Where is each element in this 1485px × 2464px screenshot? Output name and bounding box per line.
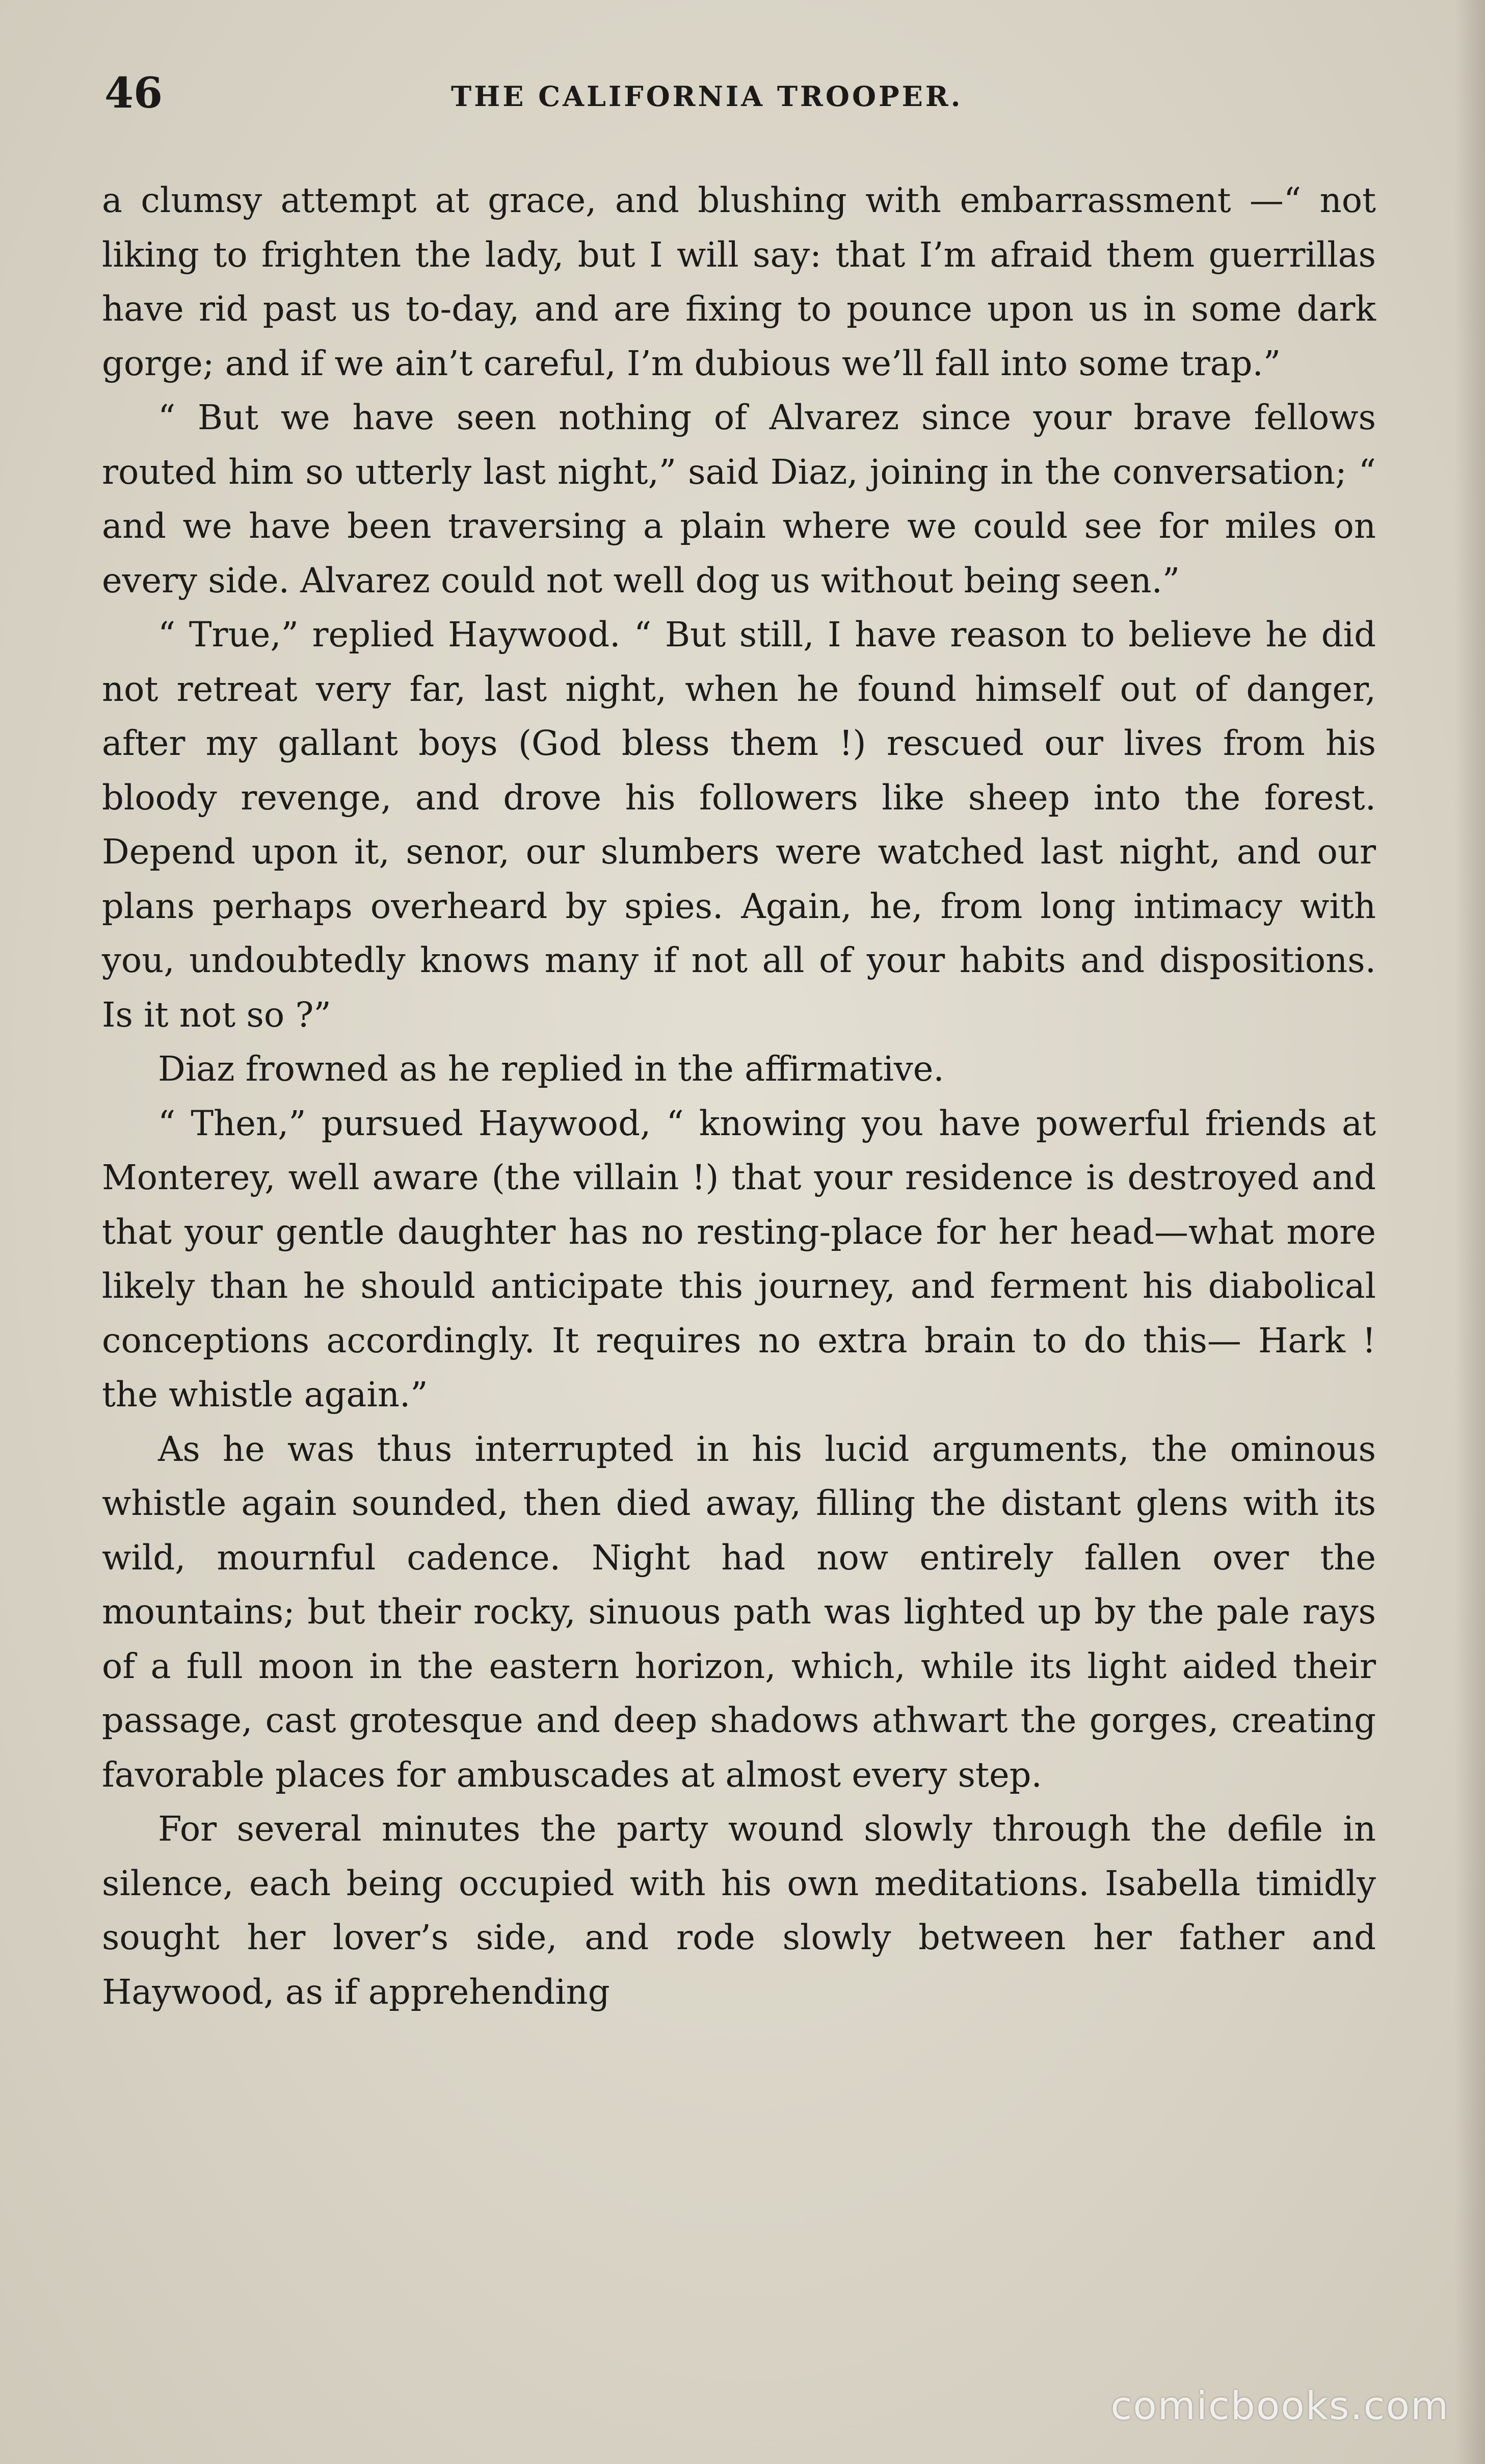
- paragraph: a clumsy attempt at grace, and blushing with embarrassment —“ not liking to frighten the lady, but I will say: that I’m afraid them guerrillas have rid past us to-day, and are fixing to pounce upon us in some dark gorge; and if we ain’t careful, I’m dubious we’ll fall into some trap.”: [102, 180, 1376, 383]
- page-edge-shadow: [1454, 0, 1485, 2464]
- paragraph: As he was thus interrupted in his lucid arguments, the ominous whistle again sounded, then died away, filling the distant glens with its wild, mournful cadence. Night had now entirely fallen over the mountains; but their rocky, sinuous path was lighted up by the pale rays of a full moon in the eastern horizon, which, while its light aided their passage, cast grotesque and deep shadows athwart the gorges, creating favorable places for ambuscades at almost every step.: [102, 1429, 1376, 1795]
- paragraph: “ Then,” pursued Haywood, “ knowing you have powerful friends at Monterey, well aware (the villain !) that your residence is destroyed and that your gentle daughter has no resting-place for her head—what more likely than he should anticipate this journey, and ferment his diabolical conceptions accordingly. It requires no extra brain to do this— Hark ! the whistle again.”: [102, 1103, 1376, 1414]
- running-head: THE CALIFORNIA TROOPER.: [451, 80, 963, 113]
- paragraph: For several minutes the party wound slowly through the defile in silence, each being occupied with his own meditations. Isabella timidly sought her lover’s side, and rode slowly between her father and Haywood, as if apprehending: [102, 1809, 1376, 2012]
- watermark: comicbooks.com: [1110, 2383, 1449, 2428]
- page-number: 46: [104, 69, 163, 118]
- page-header: [104, 69, 1373, 130]
- paragraph: Diaz frowned as he replied in the affirmative.: [158, 1049, 944, 1089]
- paragraph: “ True,” replied Haywood. “ But still, I have reason to believe he did not retreat very far, last night, when he found himself out of danger, after my gallant boys (God bless them !) rescued our lives from his bloody revenge, and drove his followers like sheep into the forest. Depend upon it, senor, our slumbers were watched last night, and our plans perhaps overheard by spies. Again, he, from long intimacy with you, undoubtedly knows many if not all of your habits and dispositions. Is it not so ?”: [102, 615, 1376, 1035]
- body-text: [102, 173, 1376, 2019]
- paragraph: “ But we have seen nothing of Alvarez since your brave fellows routed him so utterly last night,” said Diaz, joining in the conversation; “ and we have been traversing a plain where we could see for miles on every side. Alvarez could not well dog us without being seen.”: [102, 398, 1376, 600]
